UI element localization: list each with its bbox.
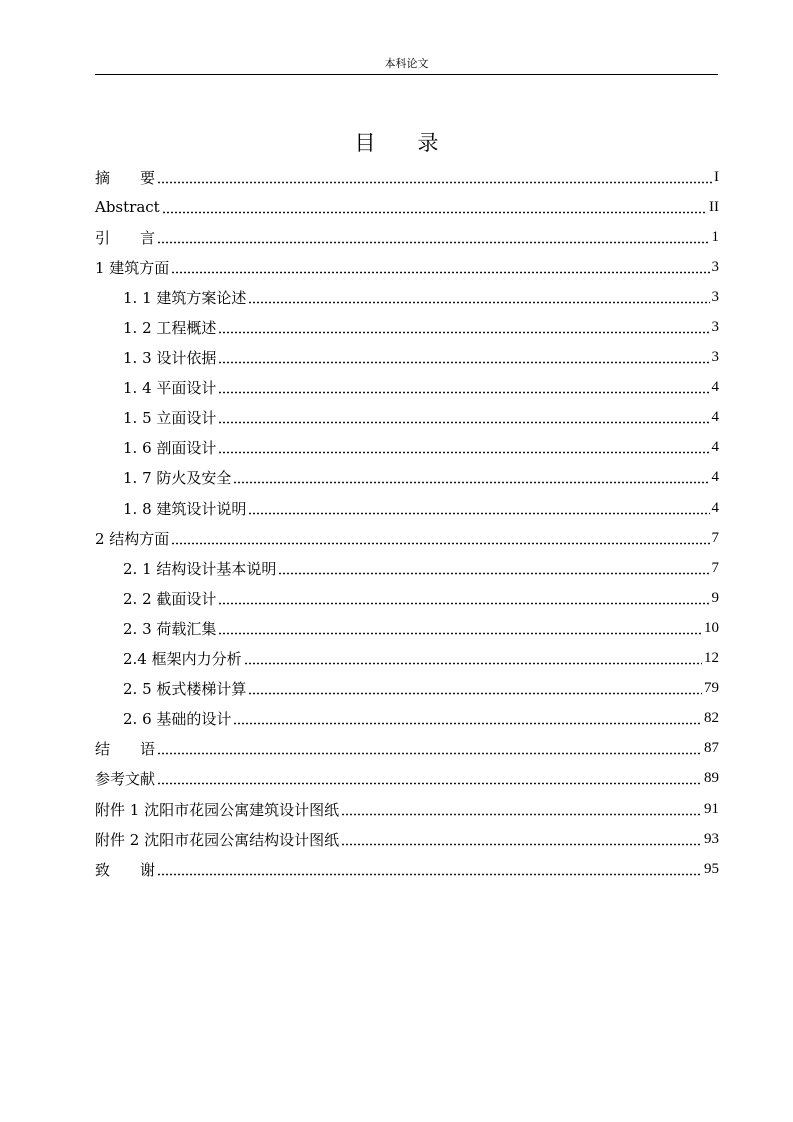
- dot-leader: [157, 782, 702, 785]
- toc-entry-label: 1. 1 建筑方案论述: [123, 288, 247, 307]
- dot-leader: [157, 873, 702, 876]
- toc-entry[interactable]: [95, 764, 719, 794]
- toc-entry-label: 致 谢: [95, 860, 156, 879]
- toc-entry[interactable]: [95, 583, 719, 613]
- toc-entry-label: 1. 6 剖面设计: [123, 439, 217, 458]
- dot-leader: [218, 331, 709, 334]
- toc-entry-page-number: 4: [711, 439, 719, 456]
- toc-entry-label: 附件 1 沈阳市花园公寓建筑设计图纸: [95, 800, 340, 819]
- dot-leader: [233, 722, 702, 725]
- toc-entry[interactable]: [95, 282, 719, 312]
- dot-leader: [157, 181, 712, 184]
- table-of-contents: [95, 162, 719, 884]
- toc-entry[interactable]: [95, 373, 719, 403]
- toc-entry[interactable]: [95, 734, 719, 764]
- toc-entry[interactable]: [95, 794, 719, 824]
- toc-entry-page-number: 95: [704, 860, 719, 877]
- dot-leader: [162, 211, 707, 214]
- toc-entry-label: 2. 5 板式楼梯计算: [123, 680, 247, 699]
- toc-entry-label: 2. 6 基础的设计: [123, 710, 232, 729]
- toc-entry-label: 1 建筑方面: [95, 258, 170, 277]
- toc-entry-page-number: 1: [711, 228, 719, 245]
- toc-entry-label: 2 结构方面: [95, 529, 170, 548]
- toc-entry[interactable]: [95, 433, 719, 463]
- dot-leader: [248, 301, 709, 304]
- toc-entry-page-number: 79: [704, 680, 719, 697]
- page-title: 目 录: [354, 131, 439, 155]
- toc-entry-page-number: 4: [711, 409, 719, 426]
- toc-entry-label: 2. 1 结构设计基本说明: [123, 559, 277, 578]
- toc-entry-label: 1. 2 工程概述: [123, 319, 217, 338]
- toc-entry[interactable]: [95, 222, 719, 252]
- toc-entry-page-number: 91: [704, 800, 719, 817]
- header-text: 本科论文: [384, 57, 429, 70]
- toc-entry-label: 1. 5 立面设计: [123, 409, 217, 428]
- toc-entry[interactable]: [95, 312, 719, 342]
- toc-entry-page-number: 3: [711, 349, 719, 366]
- dot-leader: [171, 271, 709, 274]
- toc-entry-page-number: 93: [704, 830, 719, 847]
- dot-leader: [248, 692, 702, 695]
- toc-entry-page-number: 4: [711, 499, 719, 516]
- toc-entry-page-number: 82: [704, 710, 719, 727]
- dot-leader: [157, 752, 702, 755]
- dot-leader: [218, 391, 709, 394]
- toc-entry-page-number: 87: [704, 740, 719, 757]
- toc-entry-page-number: 4: [711, 469, 719, 486]
- toc-entry[interactable]: [95, 493, 719, 523]
- toc-entry-page-number: 3: [711, 319, 719, 336]
- toc-entry-page-number: 4: [711, 379, 719, 396]
- dot-leader: [233, 481, 709, 484]
- dot-leader: [171, 542, 709, 545]
- toc-entry[interactable]: [95, 403, 719, 433]
- toc-entry[interactable]: [95, 252, 719, 282]
- dot-leader: [218, 421, 709, 424]
- toc-entry-label: 2.4 框架内力分析: [123, 650, 242, 669]
- toc-entry[interactable]: [95, 824, 719, 854]
- toc-entry-page-number: 12: [704, 650, 719, 667]
- toc-entry-page-number: I: [714, 168, 719, 185]
- toc-entry[interactable]: [95, 854, 719, 884]
- dot-leader: [341, 843, 702, 846]
- toc-entry[interactable]: [95, 162, 719, 192]
- toc-entry-label: 1. 3 设计依据: [123, 349, 217, 368]
- toc-entry-page-number: 7: [711, 559, 719, 576]
- toc-entry-page-number: 3: [711, 288, 719, 305]
- toc-entry-page-number: II: [709, 198, 719, 215]
- toc-entry-label: 摘 要: [95, 168, 156, 187]
- toc-entry[interactable]: [95, 704, 719, 734]
- toc-entry-label: 2. 3 荷载汇集: [123, 619, 217, 638]
- dot-leader: [218, 632, 702, 635]
- dot-leader: [157, 241, 709, 244]
- dot-leader: [218, 602, 709, 605]
- dot-leader: [218, 451, 709, 454]
- toc-entry-label: 1. 7 防火及安全: [123, 469, 232, 488]
- toc-entry-label: 附件 2 沈阳市花园公寓结构设计图纸: [95, 830, 340, 849]
- toc-entry[interactable]: [95, 613, 719, 643]
- toc-entry-page-number: 10: [704, 619, 719, 636]
- toc-entry-label: 2. 2 截面设计: [123, 589, 217, 608]
- toc-entry[interactable]: [95, 463, 719, 493]
- toc-entry-label: 结 语: [95, 740, 156, 759]
- dot-leader: [248, 512, 709, 515]
- dot-leader: [244, 662, 702, 665]
- toc-entry-page-number: 9: [711, 589, 719, 606]
- toc-entry[interactable]: [95, 343, 719, 373]
- dot-leader: [341, 813, 702, 816]
- page-header: [95, 54, 718, 75]
- toc-entry-page-number: 7: [711, 529, 719, 546]
- toc-entry-label: Abstract: [95, 198, 160, 217]
- toc-entry[interactable]: [95, 523, 719, 553]
- toc-entry[interactable]: [95, 644, 719, 674]
- toc-entry[interactable]: [95, 192, 719, 222]
- dot-leader: [218, 361, 709, 364]
- toc-entry[interactable]: [95, 674, 719, 704]
- toc-entry-page-number: 3: [711, 258, 719, 275]
- toc-entry-label: 1. 4 平面设计: [123, 379, 217, 398]
- toc-entry-label: 1. 8 建筑设计说明: [123, 499, 247, 518]
- toc-entry-label: 参考文献: [95, 770, 156, 789]
- toc-entry-label: 引 言: [95, 228, 156, 247]
- dot-leader: [278, 572, 709, 575]
- toc-entry[interactable]: [95, 553, 719, 583]
- toc-entry-page-number: 89: [704, 770, 719, 787]
